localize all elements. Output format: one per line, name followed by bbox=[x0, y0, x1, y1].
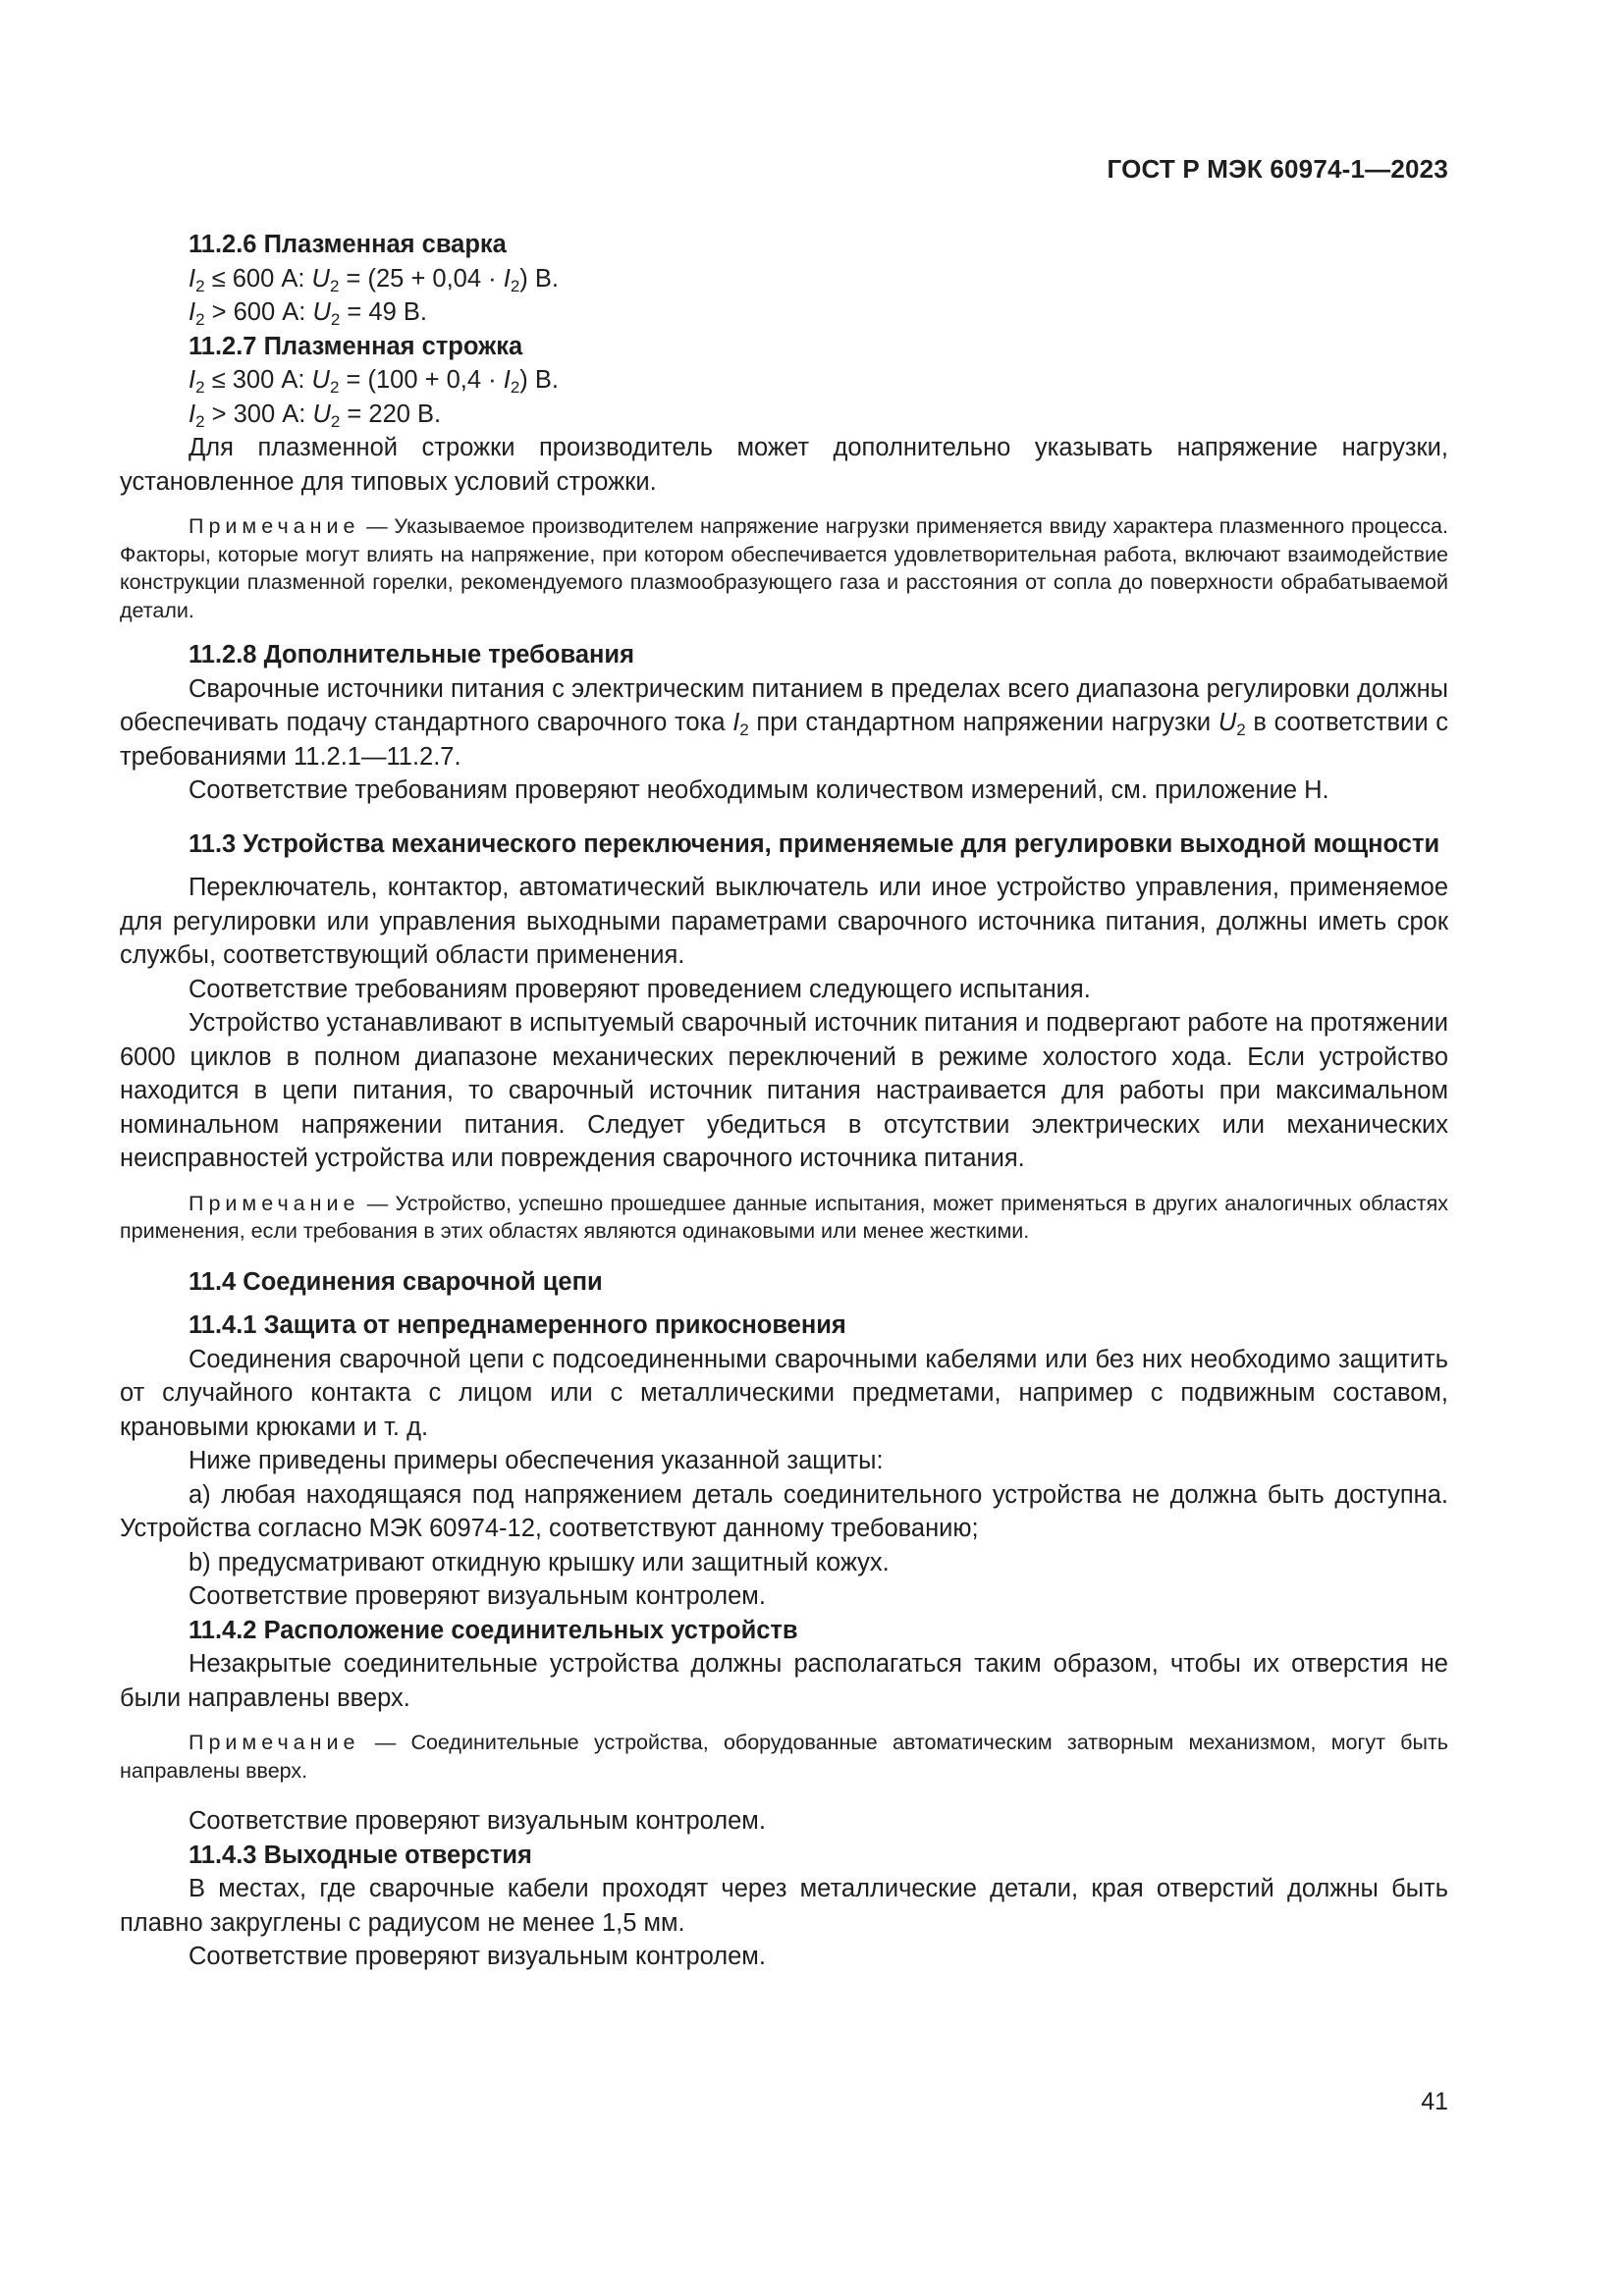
list-item: b) предусматривают откидную крышку или защитный кожух. bbox=[189, 1548, 890, 1576]
formula-text: = (25 + 0,04 · bbox=[339, 264, 504, 293]
note-label: Примечание bbox=[189, 514, 360, 538]
formula-line bbox=[120, 295, 1448, 330]
note-text: — Устройство, успешно прошедшее данные испытания, может применяться в других аналогичных областях применения, если требования в этих областях являются одинаковыми или менее жесткими. bbox=[120, 1191, 1448, 1243]
note bbox=[120, 512, 1448, 624]
formula-symbol: I bbox=[503, 366, 511, 394]
note-label: Примечание bbox=[189, 1731, 360, 1754]
formula-subscript: 2 bbox=[195, 276, 205, 295]
paragraph: Для плазменной строжки производитель может дополнительно указывать напряжение нагрузки, установленное для типовых условий строжки. bbox=[120, 434, 1448, 496]
heading-11-4: 11.4 Соединения сварочной цепи bbox=[189, 1267, 603, 1296]
paragraph-text: Сварочные источники питания с электрическим питанием в пределах всего диапазона регулировки должны обеспечивать подачу стандартного сварочного тока bbox=[120, 674, 1448, 736]
heading-11-3: 11.3 Устройства механического переключения, применяемые для регулировки выходной мощности bbox=[189, 829, 1440, 858]
paragraph: Соответствие проверяют визуальным контролем. bbox=[189, 1943, 766, 1970]
note-text: — Соединительные устройства, оборудованные автоматическим затворным механизмом, могут быть направлены вверх. bbox=[120, 1731, 1448, 1783]
note-label: Примечание bbox=[189, 1191, 360, 1215]
paragraph: Соответствие проверяют визуальным контролем. bbox=[189, 1582, 766, 1610]
paragraph: Соединения сварочной цепи с подсоединенными сварочными кабелями или без них необходимо защитить от случайного контакта с лицом или с металлическими предметами, например с подвижным составом, крановыми крюками и т. д. bbox=[120, 1345, 1448, 1441]
paragraph: Ниже приведены примеры обеспечения указанной защиты: bbox=[189, 1447, 884, 1474]
heading-11-4-1: 11.4.1 Защита от непреднамеренного прикосновения bbox=[189, 1311, 846, 1339]
formula-subscript: 2 bbox=[1236, 721, 1246, 739]
formula-subscript: 2 bbox=[329, 378, 340, 397]
formula-subscript: 2 bbox=[330, 411, 341, 431]
page-number: 41 bbox=[1421, 2088, 1448, 2115]
formula-symbol: I bbox=[189, 298, 196, 326]
formula-subscript: 2 bbox=[510, 276, 520, 295]
heading-11-4-3: 11.4.3 Выходные отверстия bbox=[189, 1841, 532, 1869]
formula-symbol: U bbox=[312, 298, 331, 326]
paragraph: В местах, где сварочные кабели проходят через металлические детали, края отверстий должны быть плавно закруглены с радиусом не менее 1,5 мм. bbox=[120, 1875, 1448, 1937]
paragraph: Соответствие требованиям проверяют необходимым количеством измерений, см. приложение Н. bbox=[189, 776, 1329, 804]
formula-subscript: 2 bbox=[329, 276, 340, 295]
heading-11-2-7: 11.2.7 Плазменная строжка bbox=[189, 332, 523, 360]
formula-symbol: U bbox=[311, 264, 330, 293]
formula-line bbox=[120, 398, 1448, 432]
formula-text: ≤ 600 А: bbox=[204, 264, 312, 293]
paragraph-text: в соответствии с требованиями 11.2.1—11.2.7. bbox=[120, 709, 1448, 771]
paragraph: Соответствие проверяют визуальным контролем. bbox=[189, 1807, 766, 1835]
formula-subscript: 2 bbox=[195, 378, 205, 397]
formula-subscript: 2 bbox=[510, 378, 520, 397]
formula-text: ≤ 300 А: bbox=[204, 366, 312, 394]
formula-symbol: I bbox=[189, 366, 196, 394]
formula-text: > 300 А: bbox=[204, 400, 313, 428]
formula-symbol: I bbox=[503, 264, 511, 293]
running-header: ГОСТ Р МЭК 60974-1—2023 bbox=[1107, 154, 1448, 184]
heading-11-2-8: 11.2.8 Дополнительные требования bbox=[189, 641, 634, 668]
formula-text: = 220 В. bbox=[340, 400, 442, 428]
formula-symbol: U bbox=[1218, 709, 1237, 736]
formula-subscript: 2 bbox=[195, 310, 205, 329]
paragraph: Устройство устанавливают в испытуемый сварочный источник питания и подвергают работе на протяжении 6000 циклов в полном диапазоне механических переключений в режиме холостого хода. Если устройство находится в цепи питания, то сварочный источник питания настраивается для работы при максимальном номинальном напряжении питания. Следует убедиться в отсутствии электрических или механических неисправностей устройства или повреждения сварочного источника питания. bbox=[120, 1009, 1448, 1172]
formula-text: = (100 + 0,4 · bbox=[339, 366, 504, 394]
formula-symbol: I bbox=[189, 400, 196, 428]
paragraph: Незакрытые соединительные устройства должны располагаться таким образом, чтобы их отверстия не были направлены вверх. bbox=[120, 1650, 1448, 1712]
formula-subscript: 2 bbox=[330, 310, 341, 329]
formula-symbol: U bbox=[312, 400, 331, 428]
formula-text: = 49 В. bbox=[340, 298, 427, 326]
paragraph bbox=[120, 672, 1448, 774]
formula-text: ) В. bbox=[519, 366, 559, 394]
heading-11-2-6: 11.2.6 Плазменная сварка bbox=[189, 231, 507, 258]
page-body bbox=[120, 228, 1448, 1974]
formula-subscript: 2 bbox=[195, 411, 205, 431]
formula-symbol: I bbox=[189, 264, 196, 293]
note bbox=[120, 1190, 1448, 1246]
formula-line bbox=[120, 363, 1448, 398]
note bbox=[120, 1729, 1448, 1785]
note-text: — Указываемое производителем напряжение нагрузки применяется ввиду характера плазменного процесса. Факторы, которые могут влиять на напряжение, при котором обеспечивается удовлетворительная работа, включают взаимодействие конструкции плазменной горелки, рекомендуемого плазмообразующего газа и расстояния от сопла до поверхности обрабатываемой детали. bbox=[120, 514, 1448, 622]
formula-text: > 600 А: bbox=[204, 298, 313, 326]
paragraph: Переключатель, контактор, автоматический выключатель или иное устройство управления, применяемое для регулировки или управления выходными параметрами сварочного источника питания, должны иметь срок службы, соответствующий области применения. bbox=[120, 874, 1448, 969]
formula-subscript: 2 bbox=[739, 721, 749, 739]
formula-symbol: I bbox=[732, 709, 740, 736]
formula-symbol: U bbox=[311, 366, 330, 394]
formula-text: ) В. bbox=[519, 264, 559, 293]
list-item: a) любая находящаяся под напряжением деталь соединительного устройства не должна быть доступна. Устройства согласно МЭК 60974-12, соответствуют данному требованию; bbox=[120, 1480, 1448, 1542]
paragraph: Соответствие требованиям проверяют проведением следующего испытания. bbox=[189, 975, 1091, 1003]
paragraph-text: при стандартном напряжении нагрузки bbox=[748, 709, 1218, 736]
heading-11-4-2: 11.4.2 Расположение соединительных устройств bbox=[189, 1616, 798, 1644]
formula-line bbox=[120, 262, 1448, 296]
